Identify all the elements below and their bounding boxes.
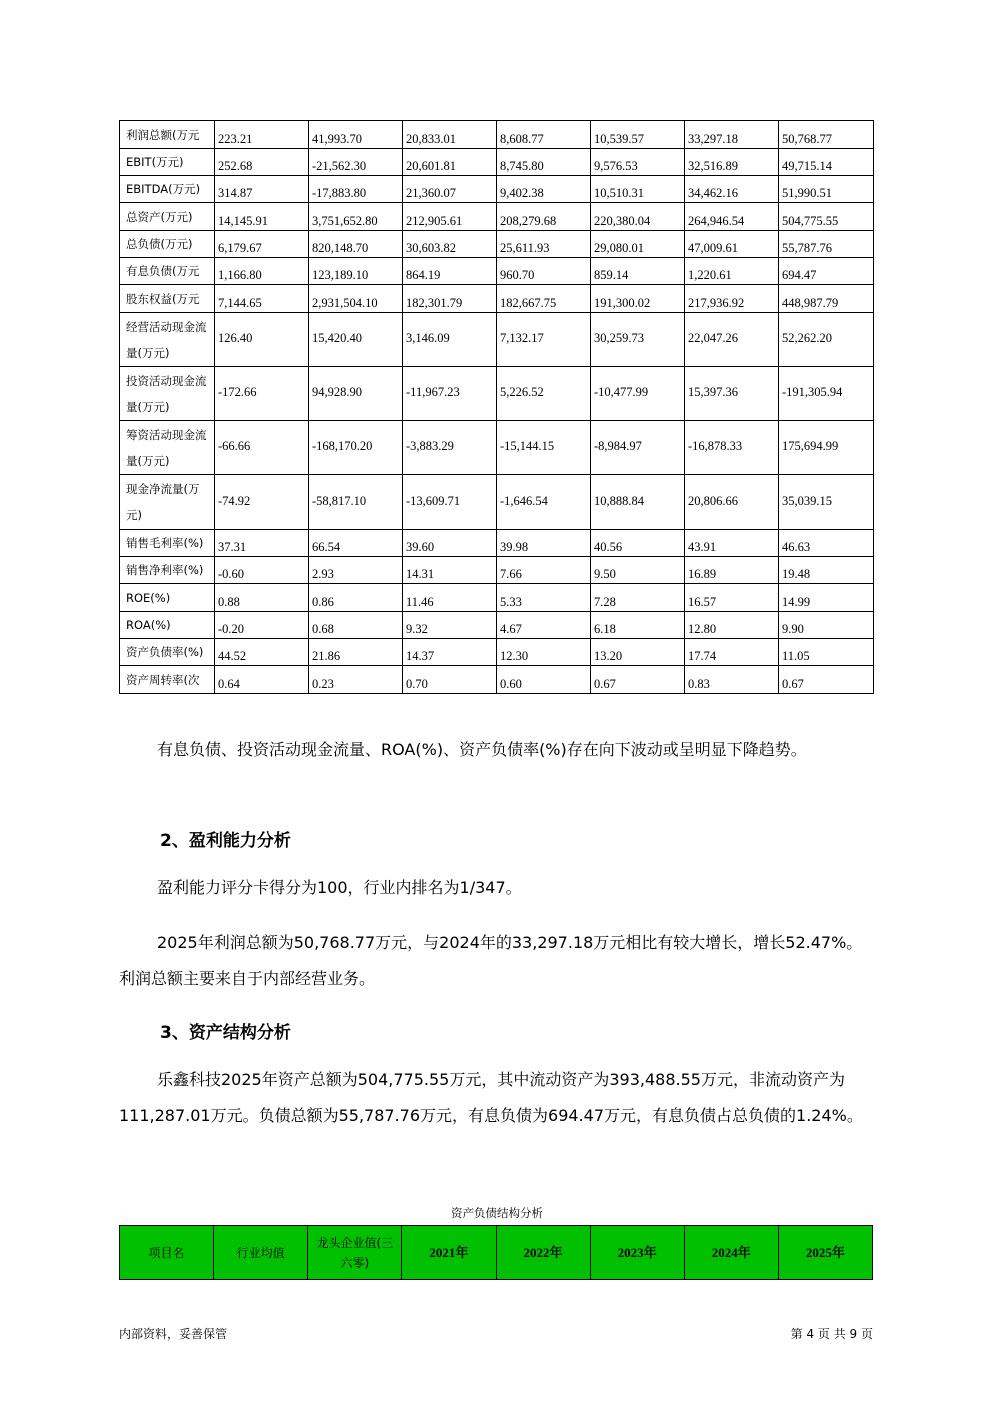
- header-year-2022: 2022年: [496, 1226, 590, 1280]
- section-2-heading: 2、盈利能力分析: [160, 831, 291, 851]
- table-row: [120, 475, 874, 530]
- table-cell: 1,220.61: [685, 258, 779, 285]
- table-cell: 15,397.36: [685, 367, 779, 421]
- table-cell: 55,787.76: [779, 231, 874, 258]
- table-cell: -16,878.33: [685, 421, 779, 475]
- table-cell: -21,562.30: [309, 149, 403, 176]
- table-cell: -58,817.10: [309, 475, 403, 530]
- table-cell: 11.05: [779, 639, 874, 666]
- table-cell: 25,611.93: [497, 231, 591, 258]
- table-cell: 11.46: [403, 584, 497, 612]
- table-cell: 191,300.02: [591, 285, 685, 313]
- table-row: [120, 530, 874, 557]
- table-cell: 960.70: [497, 258, 591, 285]
- table-cell: -168,170.20: [309, 421, 403, 475]
- structure-table-caption: 资产负债结构分析: [451, 1206, 543, 1220]
- table-cell: 15,420.40: [309, 313, 403, 367]
- table-cell: 52,262.20: [779, 313, 874, 367]
- table-cell: 20,806.66: [685, 475, 779, 530]
- table-cell: 694.47: [779, 258, 874, 285]
- table-cell: 5.33: [497, 584, 591, 612]
- table-cell: 2,931,504.10: [309, 285, 403, 313]
- table-row: [120, 421, 874, 475]
- table-cell: 6,179.67: [215, 231, 309, 258]
- table-cell: 33,297.18: [685, 121, 779, 149]
- row-label: 现金净流量(万元): [120, 475, 215, 530]
- table-row: [120, 584, 874, 612]
- table-cell: 9.32: [403, 612, 497, 639]
- table-cell: -3,883.29: [403, 421, 497, 475]
- row-label: 利润总额(万元: [120, 121, 215, 149]
- row-label: 筹资活动现金流量(万元): [120, 421, 215, 475]
- table-cell: -15,144.15: [497, 421, 591, 475]
- row-label: 投资活动现金流量(万元): [120, 367, 215, 421]
- table-cell: 66.54: [309, 530, 403, 557]
- table-row: [120, 121, 874, 149]
- footer-confidential-note: 内部资料，妥善保管: [119, 1327, 228, 1341]
- table-cell: 32,516.89: [685, 149, 779, 176]
- table-cell: 39.60: [403, 530, 497, 557]
- table-cell: 51,990.51: [779, 176, 874, 203]
- table-cell: 49,715.14: [779, 149, 874, 176]
- table-cell: 126.40: [215, 313, 309, 367]
- section-2-paragraph-2: 2025年利润总额为50,768.77万元，与2024年的33,297.18万元相比有较大增长，增长52.47%。利润总额主要来自于内部经营业务。: [119, 933, 863, 988]
- table-cell: 14.99: [779, 584, 874, 612]
- table-cell: -0.60: [215, 557, 309, 584]
- table-cell: 314.87: [215, 176, 309, 203]
- table-cell: 859.14: [591, 258, 685, 285]
- table-cell: 0.64: [215, 666, 309, 694]
- row-label: ROA(%): [120, 612, 215, 639]
- structure-table-header-row: [120, 1226, 873, 1280]
- table-cell: 50,768.77: [779, 121, 874, 149]
- table-cell: 7.66: [497, 557, 591, 584]
- table-cell: 41,993.70: [309, 121, 403, 149]
- table-cell: 0.68: [309, 612, 403, 639]
- row-label: 销售毛利率(%): [120, 530, 215, 557]
- table-cell: 14.37: [403, 639, 497, 666]
- table-cell: 12.80: [685, 612, 779, 639]
- table-cell: 0.88: [215, 584, 309, 612]
- table-row: [120, 313, 874, 367]
- table-cell: 29,080.01: [591, 231, 685, 258]
- table-cell: -13,609.71: [403, 475, 497, 530]
- table-row: [120, 176, 874, 203]
- table-cell: 9,402.38: [497, 176, 591, 203]
- table-cell: 0.86: [309, 584, 403, 612]
- table-cell: 4.67: [497, 612, 591, 639]
- table-cell: 2.93: [309, 557, 403, 584]
- table-cell: -66.66: [215, 421, 309, 475]
- table-cell: -10,477.99: [591, 367, 685, 421]
- financial-table-body: [120, 121, 874, 694]
- table-cell: 0.60: [497, 666, 591, 694]
- table-cell: 212,905.61: [403, 203, 497, 231]
- table-cell: 35,039.15: [779, 475, 874, 530]
- table-cell: 20,833.01: [403, 121, 497, 149]
- table-cell: 14.31: [403, 557, 497, 584]
- table-cell: 0.67: [779, 666, 874, 694]
- table-cell: 17.74: [685, 639, 779, 666]
- row-label: EBITDA(万元): [120, 176, 215, 203]
- table-cell: 30,259.73: [591, 313, 685, 367]
- table-row: [120, 666, 874, 694]
- row-label: 经营活动现金流量(万元): [120, 313, 215, 367]
- table-cell: 34,462.16: [685, 176, 779, 203]
- table-cell: 220,380.04: [591, 203, 685, 231]
- table-cell: -74.92: [215, 475, 309, 530]
- header-industry-average: 行业均值: [214, 1226, 308, 1280]
- table-cell: 10,888.84: [591, 475, 685, 530]
- table-cell: 820,148.70: [309, 231, 403, 258]
- table-cell: -17,883.80: [309, 176, 403, 203]
- decline-paragraph: 有息负债、投资活动现金流量、ROA(%)、资产负债率(%)存在向下波动或呈明显下降趋势。: [157, 740, 807, 759]
- header-year-2024: 2024年: [684, 1226, 778, 1280]
- header-year-2025: 2025年: [778, 1226, 872, 1280]
- table-cell: 14,145.91: [215, 203, 309, 231]
- table-cell: 13.20: [591, 639, 685, 666]
- table-row: [120, 258, 874, 285]
- table-cell: 16.57: [685, 584, 779, 612]
- row-label: 资产负债率(%): [120, 639, 215, 666]
- financial-table: [119, 120, 874, 694]
- table-cell: 40.56: [591, 530, 685, 557]
- table-row: [120, 367, 874, 421]
- table-cell: 47,009.61: [685, 231, 779, 258]
- row-label: EBIT(万元): [120, 149, 215, 176]
- table-cell: -191,305.94: [779, 367, 874, 421]
- table-cell: -0.20: [215, 612, 309, 639]
- section-3-paragraph-1: 乐鑫科技2025年资产总额为504,775.55万元，其中流动资产为393,488.55万元，非流动资产为111,287.01万元。负债总额为55,787.76万元，有息负债为694.47万元，有息负债占总负债的1.24%。: [119, 1070, 863, 1125]
- table-cell: -172.66: [215, 367, 309, 421]
- table-cell: 175,694.99: [779, 421, 874, 475]
- table-cell: 44.52: [215, 639, 309, 666]
- table-cell: 252.68: [215, 149, 309, 176]
- table-cell: 8,745.80: [497, 149, 591, 176]
- table-cell: 217,936.92: [685, 285, 779, 313]
- table-cell: 182,301.79: [403, 285, 497, 313]
- header-year-2021: 2021年: [402, 1226, 496, 1280]
- table-cell: 9.50: [591, 557, 685, 584]
- table-cell: 20,601.81: [403, 149, 497, 176]
- table-cell: 9,576.53: [591, 149, 685, 176]
- header-item-name: 项目名: [120, 1226, 214, 1280]
- table-row: [120, 285, 874, 313]
- table-row: [120, 203, 874, 231]
- row-label: 总负债(万元): [120, 231, 215, 258]
- table-cell: 21.86: [309, 639, 403, 666]
- table-cell: 3,751,652.80: [309, 203, 403, 231]
- table-cell: 10,539.57: [591, 121, 685, 149]
- table-cell: -1,646.54: [497, 475, 591, 530]
- structure-table: [119, 1225, 873, 1280]
- table-cell: 21,360.07: [403, 176, 497, 203]
- section-2-paragraph-1: 盈利能力评分卡得分为100，行业内排名为1/347。: [157, 878, 522, 897]
- table-cell: 94,928.90: [309, 367, 403, 421]
- table-cell: 16.89: [685, 557, 779, 584]
- table-cell: 504,775.55: [779, 203, 874, 231]
- table-row: [120, 557, 874, 584]
- table-cell: 864.19: [403, 258, 497, 285]
- table-cell: 123,189.10: [309, 258, 403, 285]
- table-cell: 0.67: [591, 666, 685, 694]
- table-cell: 8,608.77: [497, 121, 591, 149]
- header-year-2023: 2023年: [590, 1226, 684, 1280]
- table-cell: 7,132.17: [497, 313, 591, 367]
- table-cell: 37.31: [215, 530, 309, 557]
- table-cell: 264,946.54: [685, 203, 779, 231]
- table-row: [120, 231, 874, 258]
- row-label: 有息负债(万元: [120, 258, 215, 285]
- table-cell: 10,510.31: [591, 176, 685, 203]
- table-cell: -8,984.97: [591, 421, 685, 475]
- row-label: 资产周转率(次: [120, 666, 215, 694]
- table-cell: 182,667.75: [497, 285, 591, 313]
- table-cell: 5,226.52: [497, 367, 591, 421]
- table-cell: 22,047.26: [685, 313, 779, 367]
- table-cell: 3,146.09: [403, 313, 497, 367]
- row-label: ROE(%): [120, 584, 215, 612]
- row-label: 总资产(万元): [120, 203, 215, 231]
- table-cell: 12.30: [497, 639, 591, 666]
- table-cell: 46.63: [779, 530, 874, 557]
- header-leader-value: 龙头企业值(三六零): [308, 1226, 402, 1280]
- table-cell: 208,279.68: [497, 203, 591, 231]
- section-3-heading: 3、资产结构分析: [160, 1023, 291, 1043]
- table-cell: 6.18: [591, 612, 685, 639]
- table-cell: 448,987.79: [779, 285, 874, 313]
- table-cell: 7,144.65: [215, 285, 309, 313]
- table-cell: -11,967.23: [403, 367, 497, 421]
- table-cell: 9.90: [779, 612, 874, 639]
- table-cell: 39.98: [497, 530, 591, 557]
- table-row: [120, 149, 874, 176]
- table-cell: 0.70: [403, 666, 497, 694]
- table-cell: 19.48: [779, 557, 874, 584]
- table-cell: 43.91: [685, 530, 779, 557]
- table-cell: 223.21: [215, 121, 309, 149]
- row-label: 销售净利率(%): [120, 557, 215, 584]
- table-cell: 0.83: [685, 666, 779, 694]
- table-row: [120, 612, 874, 639]
- table-cell: 7.28: [591, 584, 685, 612]
- footer-page-number: 第 4 页 共 9 页: [790, 1327, 873, 1341]
- table-cell: 0.23: [309, 666, 403, 694]
- table-cell: 1,166.80: [215, 258, 309, 285]
- table-cell: 30,603.82: [403, 231, 497, 258]
- row-label: 股东权益(万元: [120, 285, 215, 313]
- table-row: [120, 639, 874, 666]
